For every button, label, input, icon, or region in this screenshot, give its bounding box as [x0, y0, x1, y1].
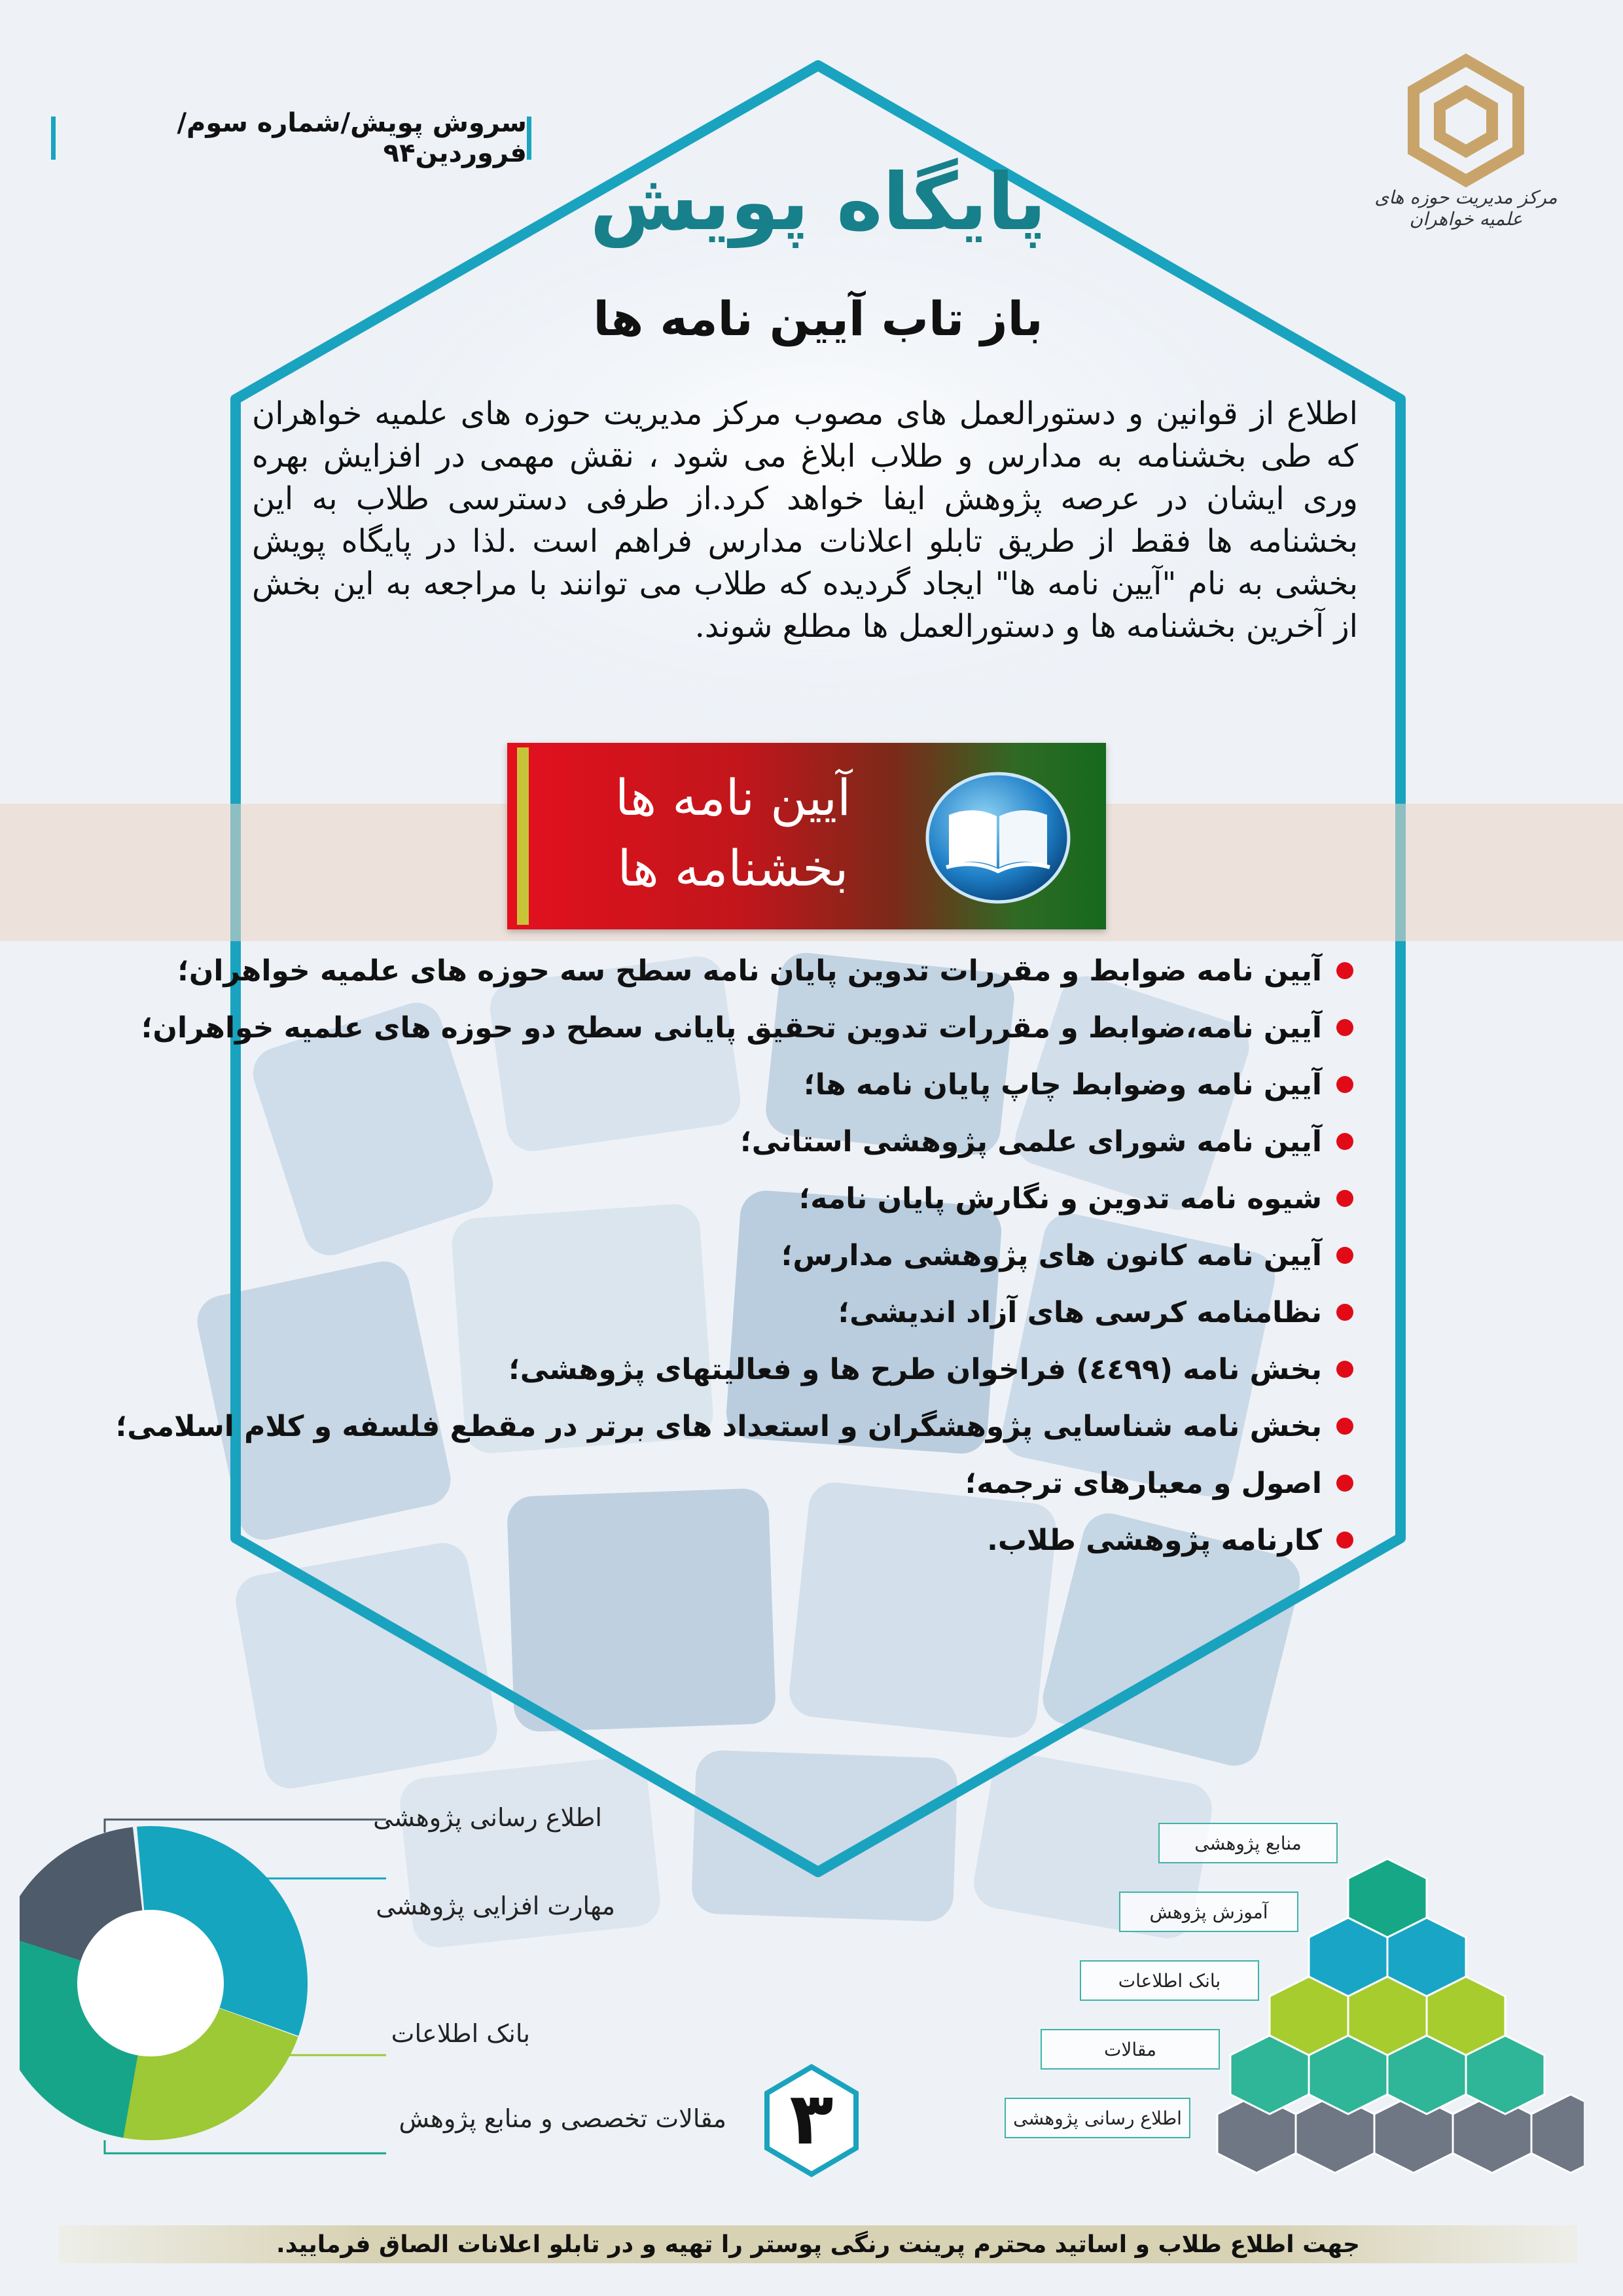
list-item[interactable] [288, 1170, 1361, 1227]
pyramid-label: منابع پژوهشی [1158, 1823, 1338, 1863]
bullet-icon [1336, 1361, 1353, 1378]
list-item[interactable] [288, 1341, 1361, 1398]
bullet-icon [1336, 1418, 1353, 1435]
list-item[interactable] [141, 999, 1361, 1056]
list-item-label: اصول و معیارهای ترجمه؛ [965, 1467, 1322, 1500]
pyramid-label: اطلاع رسانی پژوهشی [1005, 2098, 1190, 2138]
list-item-label: بخش نامه شناسایی پژوهشگران و استعداد های برتر در مقطع فلسفه و کلام اسلامی؛ [115, 1410, 1322, 1443]
page-number: ۳ [789, 2077, 834, 2161]
intro-paragraph: اطلاع از قوانین و دستورالعمل های مصوب مرکز مدیریت حوزه های علمیه خواهران که طی بخشنامه به مدارس و طلاب ابلاغ می شود ، نقش مهمی در افزایش بهره وری ایشان در عرصه پژوهش ایفا خواهد کرد.از طرفی دسترسی طلاب به این بخشنامه ها فقط از طریق تابلو اعلانات مدارس فراهم است .لذا در پایگاه پویش بخشی به نام "آیین نامه ها" ایجاد گردیده که طلاب می توانند با مراجعه به این بخش از آخرین بخشنامه ها و دستورالعمل ها مطلع شوند. [252, 395, 1359, 645]
list-item-label: بخش نامه (٤٤٩٩) فراخوان طرح ها و فعالیتهای پژوهشی؛ [508, 1353, 1322, 1386]
bullet-icon [1336, 1304, 1353, 1321]
list-item[interactable] [288, 1455, 1361, 1512]
bullet-icon [1336, 1190, 1353, 1207]
list-item[interactable] [115, 1398, 1361, 1455]
list-item-label: نظامنامه کرسی های آزاد اندیشی؛ [838, 1296, 1322, 1329]
list-item-label: کارنامه پژوهشی طلاب. [987, 1524, 1322, 1557]
list-item-label: شیوه نامه تدوین و نگارش پایان نامه؛ [798, 1182, 1322, 1215]
bullet-icon [1336, 1475, 1353, 1492]
footer-note: جهت اطلاع طلاب و اساتید محترم پرینت رنگی پوستر را تهیه و در تابلو اعلانات الصاق فرمایید. [59, 2225, 1577, 2263]
page-subtitle: باز تاب آیین نامه ها [593, 291, 1043, 346]
bullet-icon [1336, 1532, 1353, 1549]
list-item[interactable] [288, 1113, 1361, 1170]
book-icon [923, 769, 1073, 906]
pyramid-label: مقالات [1041, 2029, 1220, 2070]
banner-line-1: آیین نامه ها [615, 768, 851, 827]
page-number-badge [759, 2062, 864, 2179]
list-item-label: آیین نامه ضوابط و مقررات تدوین پایان نامه سطح سه حوزه های علمیه خواهران؛ [177, 954, 1322, 988]
bullet-icon [1336, 1133, 1353, 1150]
page-title: پایگاه پویش [590, 157, 1046, 248]
bullet-icon [1336, 962, 1353, 979]
banner-stripe [517, 747, 529, 925]
regulations-list [115, 942, 1361, 1569]
list-item[interactable] [177, 942, 1361, 999]
issue-label: سروش پویش/شماره سوم/ فروردین۹۴ [51, 117, 531, 160]
list-item-label: آیین نامه،ضوابط و مقررات تدوین تحقیق پایانی سطح دو حوزه های علمیه خواهران؛ [141, 1011, 1322, 1045]
list-item-label: آیین نامه وضوابط چاپ پایان نامه ها؛ [804, 1068, 1322, 1102]
list-item[interactable] [288, 1227, 1361, 1284]
list-item-label: آیین نامه شورای علمی پژوهشی استانی؛ [740, 1125, 1322, 1158]
bullet-icon [1336, 1019, 1353, 1036]
pyramid-tier [1270, 1977, 1505, 2055]
bullet-icon [1336, 1076, 1353, 1093]
donut-label: اطلاع رسانی پژوهشی [373, 1803, 602, 1832]
banner-line-2: بخشنامه ها [617, 839, 849, 897]
banner-text [563, 762, 903, 904]
donut-label: بانک اطلاعات [391, 2019, 530, 2048]
donut-label: مهارت افزایی پژوهشی [376, 1892, 615, 1920]
list-item[interactable] [288, 1512, 1361, 1569]
logo-caption: مرکز مدیریت حوزه های علمیه خواهران [1374, 187, 1558, 230]
pyramid-label: آموزش پژوهش [1119, 1892, 1298, 1932]
list-item[interactable] [288, 1284, 1361, 1341]
bullet-icon [1336, 1247, 1353, 1264]
list-item[interactable] [288, 1056, 1361, 1113]
pyramid-label: بانک اطلاعات [1080, 1960, 1259, 2001]
donut-graphic [20, 1806, 386, 2160]
donut-label: مقالات تخصصی و منابع پژوهش [399, 2104, 726, 2133]
list-item-label: آیین نامه کانون های پژوهشی مدارس؛ [781, 1239, 1322, 1272]
